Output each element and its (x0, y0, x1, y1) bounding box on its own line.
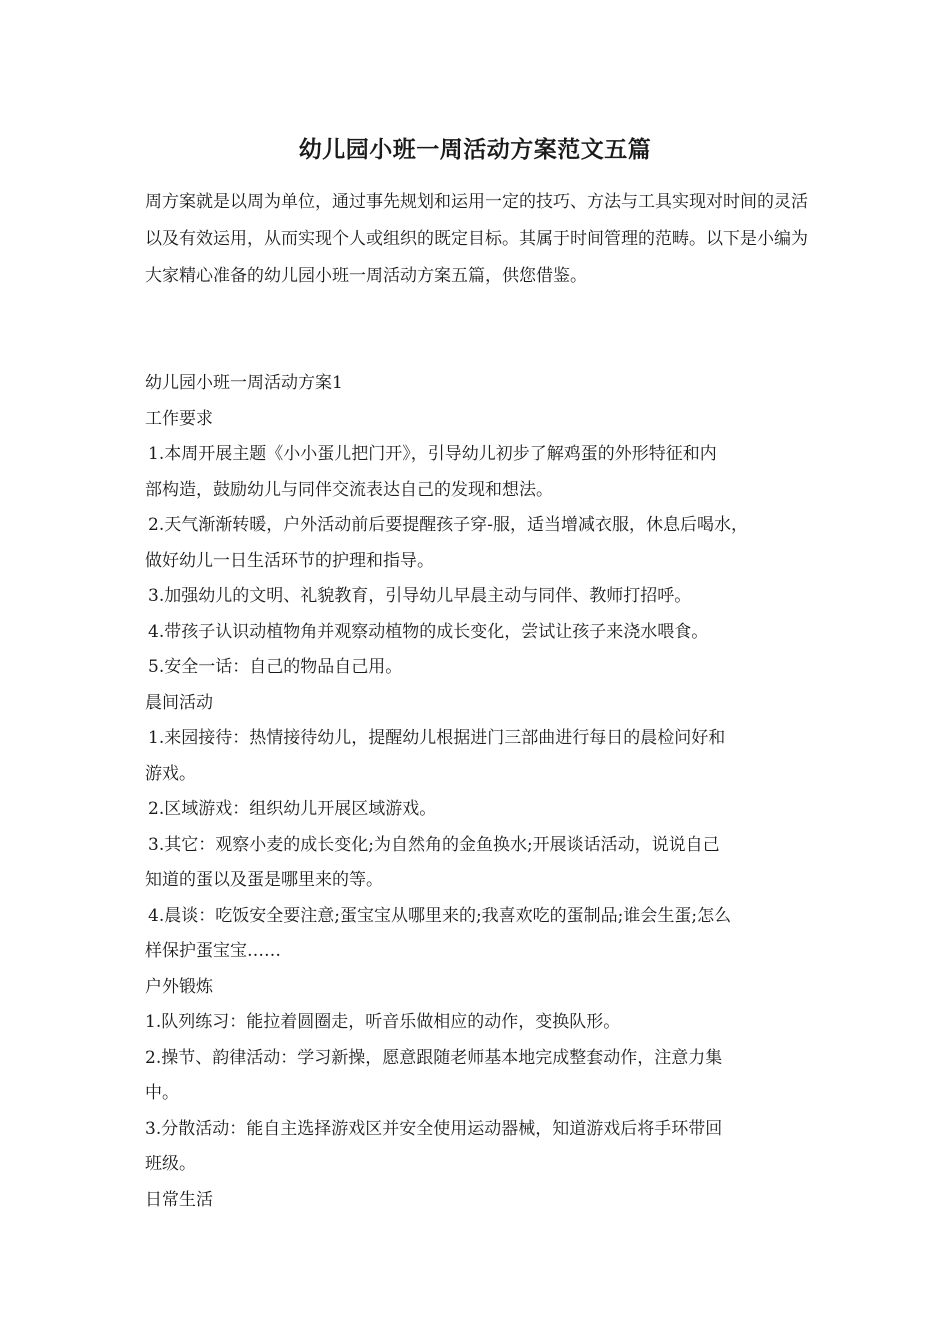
body-line: 4.晨谈：吃饭安全要注意;蛋宝宝从哪里来的;我喜欢吃的蛋制品;谁会生蛋;怎么 (148, 905, 732, 926)
body-line: 3.其它：观察小麦的成长变化;为自然角的金鱼换水;开展谈话活动，说说自己 (148, 834, 720, 855)
document-title: 幼儿园小班一周活动方案范文五篇 (298, 136, 652, 163)
body-line: 2.天气渐渐转暖，户外活动前后要提醒孩子穿-服，适当增减衣服，休息后喝水， (148, 515, 748, 535)
body-line: 1.来园接待：热情接待幼儿，提醒幼儿根据进门三部曲进行每日的晨检问好和 (148, 728, 726, 748)
body-line: 4.带孩子认识动植物角并观察动植物的成长变化，尝试让孩子来浇水喂食。 (148, 621, 709, 642)
body-line: 样保护蛋宝宝…… (145, 941, 281, 961)
body-line: 2.区域游戏：组织幼儿开展区域游戏。 (148, 799, 437, 819)
body-line: 做好幼儿一日生活环节的护理和指导。 (145, 550, 434, 571)
body-line: 2.操节、韵律活动：学习新操，愿意跟随老师基本地完成整套动作，注意力集 (145, 1047, 723, 1068)
plan-heading: 幼儿园小班一周活动方案1 (145, 373, 343, 393)
body-line: 3.分散活动：能自主选择游戏区并安全使用运动器械，知道游戏后将手环带回 (145, 1118, 723, 1139)
section-heading-daily-life: 日常生活 (145, 1189, 213, 1210)
document-body (145, 366, 815, 1218)
body-line: 3.加强幼儿的文明、礼貌教育，引导幼儿早晨主动与同伴、教师打招呼。 (148, 586, 692, 606)
body-line: 班级。 (145, 1154, 196, 1174)
body-line: 5.安全一话：自己的物品自己用。 (148, 657, 403, 677)
section-heading-morning-activities: 晨间活动 (145, 692, 213, 713)
section-heading-work-requirements: 工作要求 (145, 408, 213, 429)
body-line: 1.队列练习：能拉着圆圈走，听音乐做相应的动作，变换队形。 (145, 1012, 621, 1032)
body-line: 中。 (145, 1083, 179, 1103)
section-heading-outdoor-exercise: 户外锻炼 (145, 976, 213, 997)
body-line: 部构造，鼓励幼儿与同伴交流表达自己的发现和想法。 (145, 479, 553, 500)
body-line: 知道的蛋以及蛋是哪里来的等。 (145, 870, 383, 890)
body-line: 游戏。 (145, 763, 196, 784)
body-line: 1.本周开展主题《小小蛋儿把门开》，引导幼儿初步了解鸡蛋的外形特征和内 (148, 444, 717, 464)
intro-paragraph: 周方案就是以周为单位，通过事先规划和运用一定的技巧、方法与工具实现对时间的灵活以及有效运用，从而实现个人或组织的既定目标。其属于时间管理的范畴。以下是小编为大家精心准备的幼儿园小班一周活动方案五篇，供您借鉴。 (145, 192, 808, 286)
